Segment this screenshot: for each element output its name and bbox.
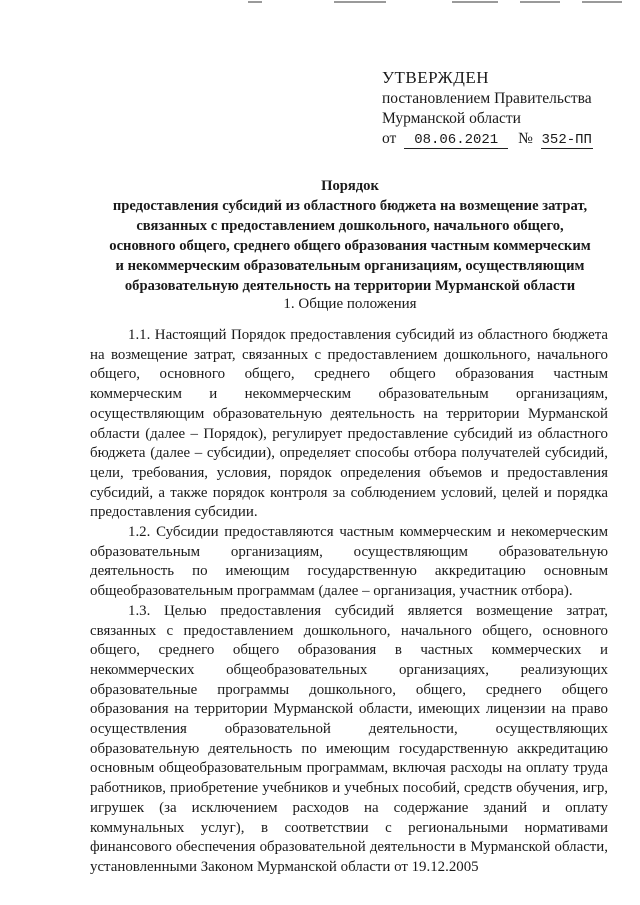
document-body	[90, 326, 608, 878]
number-sign: №	[518, 130, 533, 147]
scan-mark	[452, 1, 498, 3]
approval-date: 08.06.2021	[404, 132, 508, 149]
date-prefix: от	[382, 130, 397, 147]
paragraph: 1.2. Субсидии предоставляются частным коммерческим и некомерческим образовательным организациям, осуществляющим образовательную деятельность по имеющим государственную аккредитацию основным общеобразовательным программам (далее – организация, участник отбора).	[90, 524, 608, 600]
approval-block	[382, 68, 622, 149]
approval-line: постановлением Правительства	[382, 90, 592, 107]
approval-stamp: УТВЕРЖДЕН	[382, 68, 489, 87]
approval-line: Мурманской области	[382, 110, 521, 127]
document-title	[90, 176, 610, 296]
paragraph: 1.3. Целью предоставления субсидий является возмещение затрат, связанных с предоставлением дошкольного, начального общего, основного общего, среднего общего образования в частных коммерческих и некоммерческих общеобразовательных организациях, реализующих образовательные программы дошкольного, общего, среднего общего образования на территории Мурманской области, имеющих лицензии на право осуществления образовательной деятельности, осуществляющих образовательную деятельность по имеющим государственную аккредитацию основным общеобразовательным программам, включая расходы на оплату труда работников, приобретение учебников и учебных пособий, средств обучения, игр, игрушек (за исключением расходов на содержание зданий и оплату коммунальных услуг), в соответствии с региональными нормативами финансового обеспечения образовательной деятельности в Мурманской области, установленными Законом Мурманской области от 19.12.2005	[90, 602, 608, 875]
paragraph: 1.1. Настоящий Порядок предоставления субсидий из областного бюджета на возмещение затрат, связанных с предоставлением дошкольного, начального общего, основного общего, среднего общего образования частным коммерческим и некоммерческим образовательным организациям, осуществляющим образовательную деятельность на территории Мурманской области (далее – Порядок), регулирует предоставление субсидий из областного бюджета (далее – субсидии), определяет способы отбора получателей субсидий, цели, требования, условия, порядок определения объемов и предоставления субсидий, а также порядок контроля за соблюдением условий, целей и порядка предоставления субсидии.	[90, 327, 608, 521]
scan-edge-marks	[0, 0, 640, 6]
section-heading: 1. Общие положения	[283, 296, 417, 312]
scan-mark	[248, 1, 262, 3]
approval-number: 352-ПП	[541, 132, 592, 148]
approval-date-line	[382, 129, 622, 149]
title-line: и некоммерческим образовательным организациям, осуществляющим	[115, 258, 585, 274]
title-line: образовательную деятельность на территории Мурманской области	[124, 278, 576, 294]
title-line: основного общего, среднего общего образования частным коммерческим	[109, 238, 591, 254]
scan-mark	[520, 1, 560, 3]
title-line: предоставления субсидий из областного бюджета на возмещение затрат,	[112, 198, 588, 214]
title-word: Порядок	[321, 178, 379, 194]
scan-mark	[334, 1, 386, 3]
scan-mark	[582, 1, 622, 3]
title-line: связанных с предоставлением дошкольного, начального общего,	[136, 218, 564, 234]
